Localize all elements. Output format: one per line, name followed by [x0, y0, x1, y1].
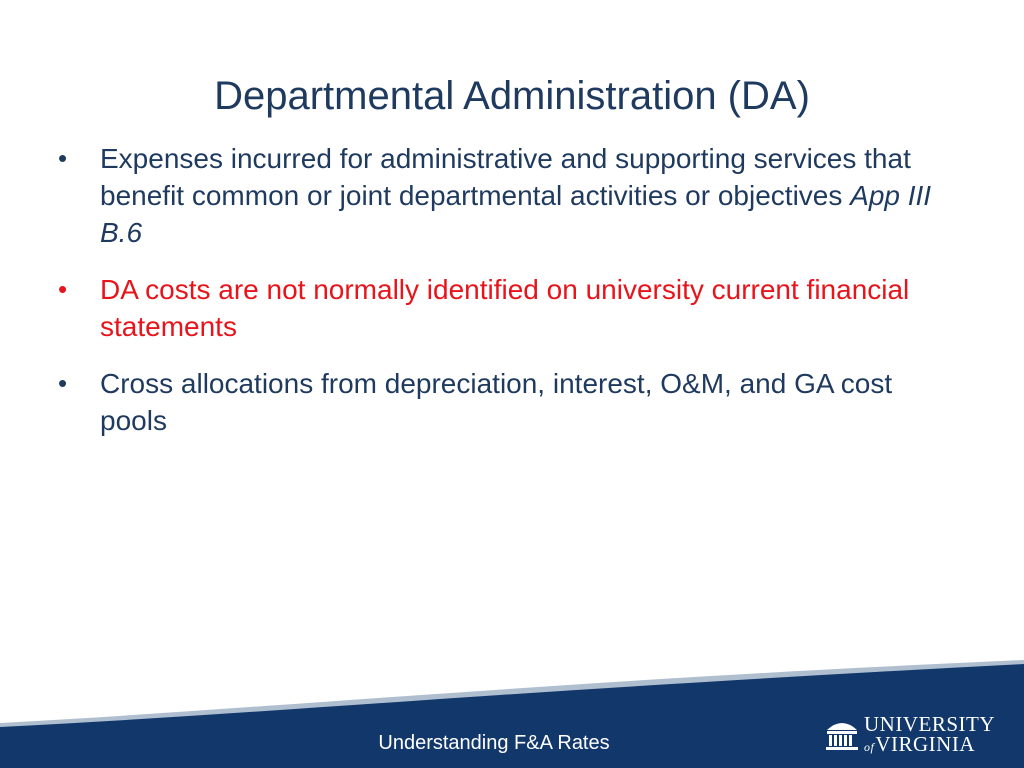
- logo-virginia: VIRGINIA: [875, 732, 975, 756]
- bullet-item-highlight: [58, 271, 958, 345]
- footer-text: Understanding F&A Rates: [378, 732, 610, 754]
- bullet-text: DA costs are not normally identified on university current financial statements: [100, 274, 910, 342]
- bullet-text: Cross allocations from depreciation, interest, O&M, and GA cost pools: [100, 368, 893, 436]
- bullet-list: [58, 140, 958, 459]
- bullet-marker: •: [58, 143, 68, 173]
- slide-title: Departmental Administration (DA): [214, 74, 810, 118]
- bullet-citation: App III B.6: [100, 180, 932, 248]
- bullet-marker: •: [58, 368, 68, 398]
- logo-of: of: [864, 740, 875, 754]
- logo-line-virginia: [864, 734, 995, 757]
- logo-line-university: UNIVERSITY: [864, 712, 995, 736]
- bullet-text-main: Expenses incurred for administrative and supporting services that benefit common or joint departmental activities or objectives: [100, 143, 911, 211]
- bullet-marker: •: [58, 274, 68, 304]
- bullet-item: [58, 140, 958, 251]
- bullet-text: [100, 140, 958, 251]
- logo-wordmark: [864, 714, 995, 757]
- bullet-item: [58, 365, 958, 439]
- rotunda-icon: [824, 716, 860, 752]
- university-logo: [822, 712, 995, 756]
